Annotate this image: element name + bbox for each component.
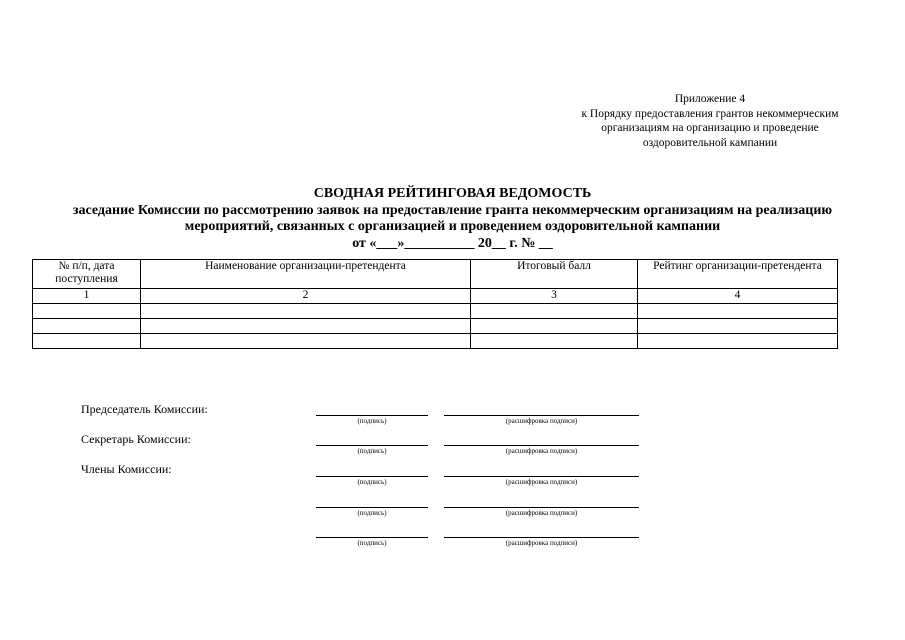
secretary-label: Секретарь Комиссии: [81, 432, 191, 446]
decoding-hint: (расшифровка подписи) [505, 539, 578, 547]
appendix-line: к Порядку предоставления грантов некоммерческим [581, 107, 839, 120]
column-number: 3 [471, 289, 638, 304]
chairman-label: Председатель Комиссии: [81, 402, 208, 416]
signature-hint: (подпись) [357, 539, 387, 547]
column-number: 1 [33, 289, 141, 304]
document-title: СВОДНАЯ РЕЙТИНГОВАЯ ВЕДОМОСТЬ [313, 186, 592, 201]
document-subtitle-line: мероприятий, связанных с организацией и проведением оздоровительной кампании [184, 219, 721, 234]
appendix-line: Приложение 4 [674, 93, 746, 105]
member-signature-line[interactable] [316, 537, 428, 538]
secretary-signature-line[interactable] [316, 445, 428, 446]
member-decoding-line[interactable] [444, 507, 639, 508]
table-row [33, 334, 838, 349]
member-decoding-line[interactable] [444, 537, 639, 538]
table-cell[interactable] [471, 304, 638, 319]
table-cell[interactable] [33, 319, 141, 334]
table-cell[interactable] [638, 334, 838, 349]
secretary-decoding-line[interactable] [444, 445, 639, 446]
chairman-decoding-line[interactable] [444, 415, 639, 416]
table-cell[interactable] [141, 319, 471, 334]
column-header-total-score: Итоговый балл [471, 260, 638, 289]
column-header-rating: Рейтинг организации-претендента [638, 260, 838, 289]
table-cell[interactable] [471, 334, 638, 349]
table-row [33, 304, 838, 319]
column-header-organization: Наименование организации-претендента [141, 260, 471, 289]
document-title-block [20, 186, 885, 252]
decoding-hint: (расшифровка подписи) [505, 417, 578, 425]
table-cell[interactable] [141, 304, 471, 319]
table-numbering-row [33, 289, 838, 304]
table-cell[interactable] [33, 334, 141, 349]
table-cell[interactable] [141, 334, 471, 349]
signature-hint: (подпись) [357, 447, 387, 455]
signature-hint: (подпись) [357, 509, 387, 517]
document-date-line: от «___»__________ 20__ г. № __ [352, 235, 553, 251]
signature-hint: (подпись) [357, 417, 387, 425]
appendix-line: оздоровительной кампании [642, 136, 778, 149]
decoding-hint: (расшифровка подписи) [505, 447, 578, 455]
column-header-number-date: № п/п, дата поступления [33, 260, 141, 289]
column-number: 4 [638, 289, 838, 304]
appendix-note [560, 92, 860, 150]
column-number: 2 [141, 289, 471, 304]
member-decoding-line[interactable] [444, 476, 639, 477]
table-header-row [33, 260, 838, 289]
appendix-line: организациям на организацию и проведение [601, 122, 819, 134]
member-signature-line[interactable] [316, 476, 428, 477]
members-label: Члены Комиссии: [81, 462, 172, 476]
chairman-signature-line[interactable] [316, 415, 428, 416]
table-cell[interactable] [638, 304, 838, 319]
document-subtitle-line: заседание Комиссии по рассмотрению заявок на предоставление гранта некоммерческим организациям на реализацию [72, 202, 833, 218]
table-cell[interactable] [471, 319, 638, 334]
rating-table [32, 259, 838, 349]
member-signature-line[interactable] [316, 507, 428, 508]
decoding-hint: (расшифровка подписи) [505, 478, 578, 486]
signature-hint: (подпись) [357, 478, 387, 486]
table-row [33, 319, 838, 334]
table-cell[interactable] [33, 304, 141, 319]
table-cell[interactable] [638, 319, 838, 334]
decoding-hint: (расшифровка подписи) [505, 509, 578, 517]
